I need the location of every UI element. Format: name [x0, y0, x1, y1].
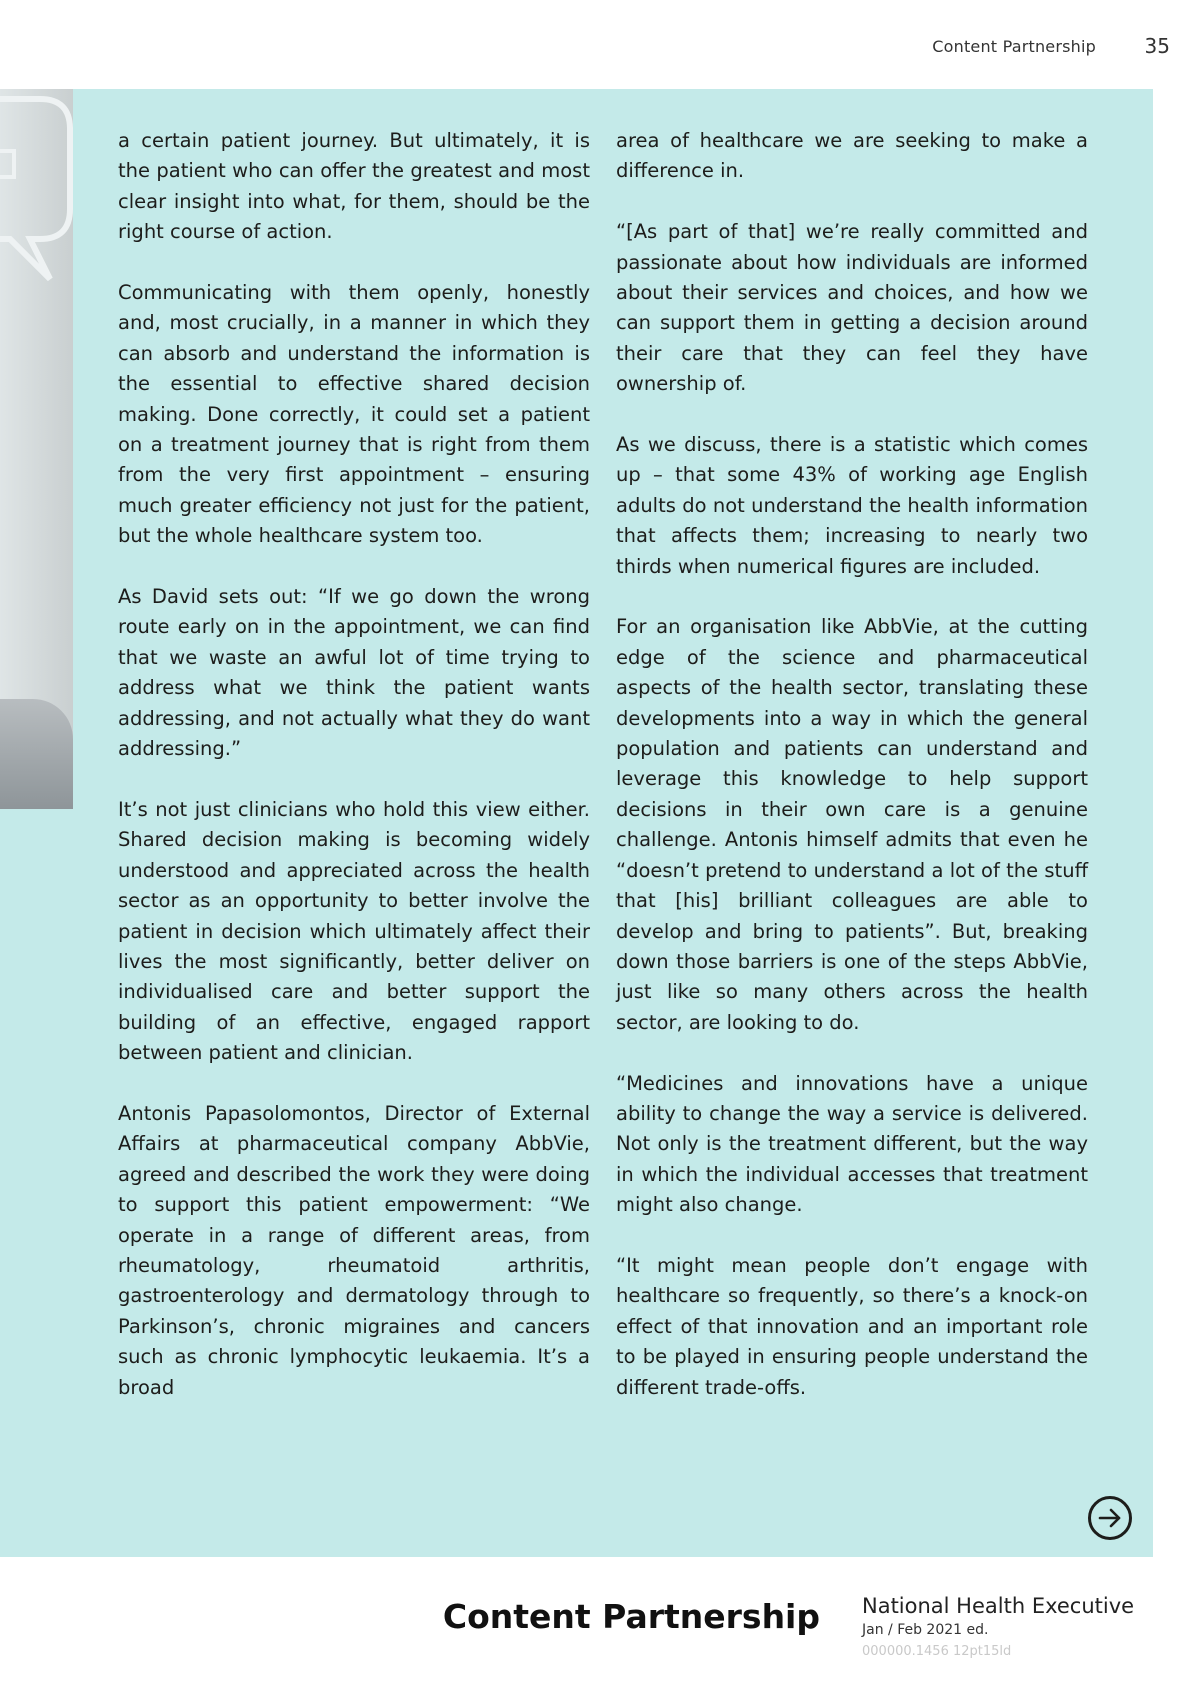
- article-column-right: [616, 126, 1088, 1433]
- footer-brand: Content Partnership: [442, 1597, 820, 1636]
- paragraph: a certain patient journey. But ultimately, it is the patient who can offer the greatest and most clear insight into what, for them, should be the right course of action.: [118, 129, 590, 244]
- photo-shadow: [0, 699, 73, 809]
- section-title: Content Partnership: [932, 37, 1096, 56]
- paragraph: As David sets out: “If we go down the wrong route early on in the appointment, we can find that we waste an awful lot of time trying to address what we think the patient wants addressing, and not actually what they do want addressing.”: [118, 585, 590, 761]
- side-photo: [0, 89, 73, 809]
- paragraph: As we discuss, there is a statistic which comes up – that some 43% of working age English adults do not understand the health information that affects them; increasing to nearly two thirds when numerical figures are included.: [616, 433, 1088, 578]
- edition-label: Jan / Feb 2021 ed.: [862, 1622, 989, 1638]
- paragraph: It’s not just clinicians who hold this view either. Shared decision making is becoming widely understood and appreciated across the health sector as an opportunity to better involve the patient in decision which ultimately affect their lives the most significantly, better deliver on individualised care and better support the building of an effective, engaged rapport between patient and clinician.: [118, 797, 590, 1065]
- speech-bubble-icon: [0, 89, 73, 349]
- page-number: 35: [1144, 34, 1170, 58]
- paragraph: “Medicines and innovations have a unique ability to change the way a service is delivered. Not only is the treatment different, but the way in which the individual accesses that treatment might also change.: [616, 1071, 1088, 1217]
- paragraph: For an organisation like AbbVie, at the cutting edge of the science and pharmaceutical aspects of the health sector, translating these developments into a way in which the general population and patients can understand and leverage this knowledge to help support decisions in their own care is a genuine challenge. Antonis himself admits that even he “doesn’t pretend to understand a lot of the stuff that [his] brilliant colleagues are able to develop and bring to patients”. But, breaking down those barriers is one of the steps AbbVie, just like so many others across the health sector, are looking to do.: [616, 615, 1088, 1034]
- paragraph: Antonis Papasolomontos, Director of External Affairs at pharmaceutical company AbbVie, agreed and described the work they were doing to support this patient empowerment: “We operate in a range of different areas, from rheumatology, rheumatoid arthritis, gastroenterology and dermatology through to Parkinson’s, chronic migraines and cancers such as chronic lymphocytic leukaemia. It’s a broad: [118, 1101, 590, 1399]
- arrow-right-icon: [1097, 1507, 1123, 1529]
- print-code: 000000.1456 12pt15ld: [862, 1644, 1012, 1659]
- running-header: [0, 34, 1200, 58]
- next-page-button[interactable]: [1088, 1496, 1132, 1540]
- publication-name: National Health Executive: [862, 1594, 1135, 1618]
- article-column-left: [118, 126, 590, 1433]
- paragraph: “It might mean people don’t engage with healthcare so frequently, so there’s a knock-on effect of that innovation and an important role to be played in ensuring people understand the different trade-offs.: [616, 1253, 1088, 1399]
- paragraph: Communicating with them openly, honestly and, most crucially, in a manner in which they can absorb and understand the information is the essential to effective shared decision making. Done correctly, it could set a patient on a treatment journey that is right from them from the very first appointment – ensuring much greater efficiency not just for the patient, but the whole healthcare system too.: [118, 281, 590, 548]
- paragraph: “[As part of that] we’re really committed and passionate about how individuals are informed about their services and choices, and how we can support them in getting a decision around their care that they can feel they have ownership of.: [616, 220, 1088, 396]
- paragraph: area of healthcare we are seeking to make a difference in.: [616, 129, 1088, 183]
